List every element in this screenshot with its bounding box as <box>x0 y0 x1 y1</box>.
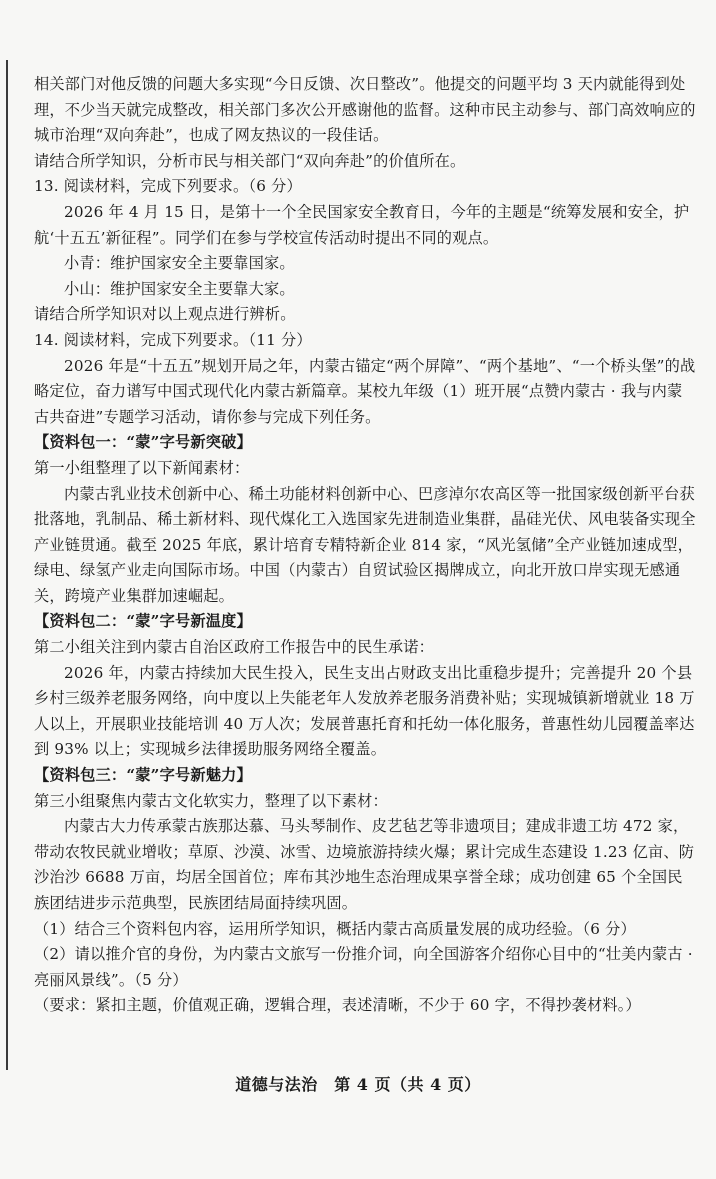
q13-prompt: 请结合所学知识对以上观点进行辨析。 <box>34 305 296 324</box>
group-1-intro: 第一小组整理了以下新闻素材： <box>34 458 250 477</box>
resource-pack-1-title: 【资料包一：“蒙”字号新突破】 <box>34 433 252 452</box>
resource-pack-2-text: 2026 年，内蒙古持续加大民生投入，民生支出占财政支出比重稳步提升；完善提升 20 个县乡村三级养老服务网络，向中度以上失能老年人发放养老服务消费补贴；实现城镇新增就业 18 万人以上，开展职业技能培训 40 万人次；发展普惠托育和托幼一体化服务，普惠性幼儿园覆盖率达到 93% 以上；实现城乡法律援助服务网络全覆盖。 <box>34 663 695 759</box>
q13-opinion-xiaoqing: 小青：维护国家安全主要靠国家。 <box>64 254 295 273</box>
q12-prompt: 请结合所学知识，分析市民与相关部门“双向奔赴”的价值所在。 <box>34 151 466 170</box>
q13-heading: 13. 阅读材料，完成下列要求。（6 分） <box>34 177 302 196</box>
binding-margin-line <box>6 60 8 1070</box>
resource-pack-3-text: 内蒙古大力传承蒙古族那达慕、马头琴制作、皮艺毡艺等非遗项目；建成非遗工坊 472 家，带动农牧民就业增收；草原、沙漠、冰雪、边境旅游持续火爆；累计完成生态建设 1.23 亿亩、防沙治沙 6688 万亩，均居全国首位；库布其沙地生态治理成果享誉全球；成功创建 65 个全国民族团结进步示范典型，民族团结局面持续巩固。 <box>34 817 695 912</box>
q13-opinion-xiaoshan: 小山：维护国家安全主要靠大家。 <box>64 279 295 298</box>
q14-task-2: （2）请以推介官的身份，为内蒙古文旅写一份推介词，向全国游客介绍你心目中的“壮美内蒙古 · 亮丽风景线”。（5 分） <box>34 945 693 989</box>
resource-pack-2-title: 【资料包二：“蒙”字号新温度】 <box>34 612 252 631</box>
q14-intro: 2026 年是“十五五”规划开局之年，内蒙古锚定“两个屏障”、“两个基地”、“一个桥头堡”的战略定位，奋力谱写中国式现代化内蒙古新篇章。某校九年级（1）班开展“点赞内蒙古 · 我与内蒙古共奋进”专题学习活动，请你参与完成下列任务。 <box>34 356 696 426</box>
group-3-intro: 第三小组聚焦内蒙古文化软实力，整理了以下素材： <box>34 791 388 810</box>
q14-heading: 14. 阅读材料，完成下列要求。（11 分） <box>34 330 312 349</box>
page-footer: 道德与法治 第 4 页（共 4 页） <box>235 1075 481 1094</box>
group-2-intro: 第二小组关注到内蒙古自治区政府工作报告中的民生承诺： <box>34 638 435 657</box>
q14-task-1: （1）结合三个资料包内容，运用所学知识，概括内蒙古高质量发展的成功经验。（6 分） <box>34 919 636 938</box>
q12-material-continued: 相关部门对他反馈的问题大多实现“今日反馈、次日整改”。他提交的问题平均 3 天内就能得到处理，不少当天就完成整改，相关部门多次公开感谢他的监督。这种市民主动参与、部门高效响应的城市治理“双向奔赴”，也成了网友热议的一段佳话。 <box>34 75 696 145</box>
q14-requirements: （要求：紧扣主题，价值观正确，逻辑合理，表述清晰，不少于 60 字，不得抄袭材料。） <box>34 996 641 1015</box>
resource-pack-3-title: 【资料包三：“蒙”字号新魅力】 <box>34 766 252 785</box>
resource-pack-1-text: 内蒙古乳业技术创新中心、稀土功能材料创新中心、巴彦淖尔农高区等一批国家级创新平台获批落地，乳制品、稀土新材料、现代煤化工入选国家先进制造业集群，晶硅光伏、风电装备实现全产业链贯通。截至 2025 年底，累计培育专精特新企业 814 家，“风光氢储”全产业链加速成型，绿电、绿氢产业走向国际市场。中国（内蒙古）自贸试验区揭牌成立，向北开放口岸实现无感通关，跨境产业集群加速崛起。 <box>34 484 696 605</box>
page-content <box>34 72 696 1019</box>
q13-material: 2026 年 4 月 15 日，是第十一个全民国家安全教育日，今年的主题是“统筹发展和安全，护航‘十五五’新征程”。同学们在参与学校宣传活动时提出不同的观点。 <box>34 202 690 247</box>
